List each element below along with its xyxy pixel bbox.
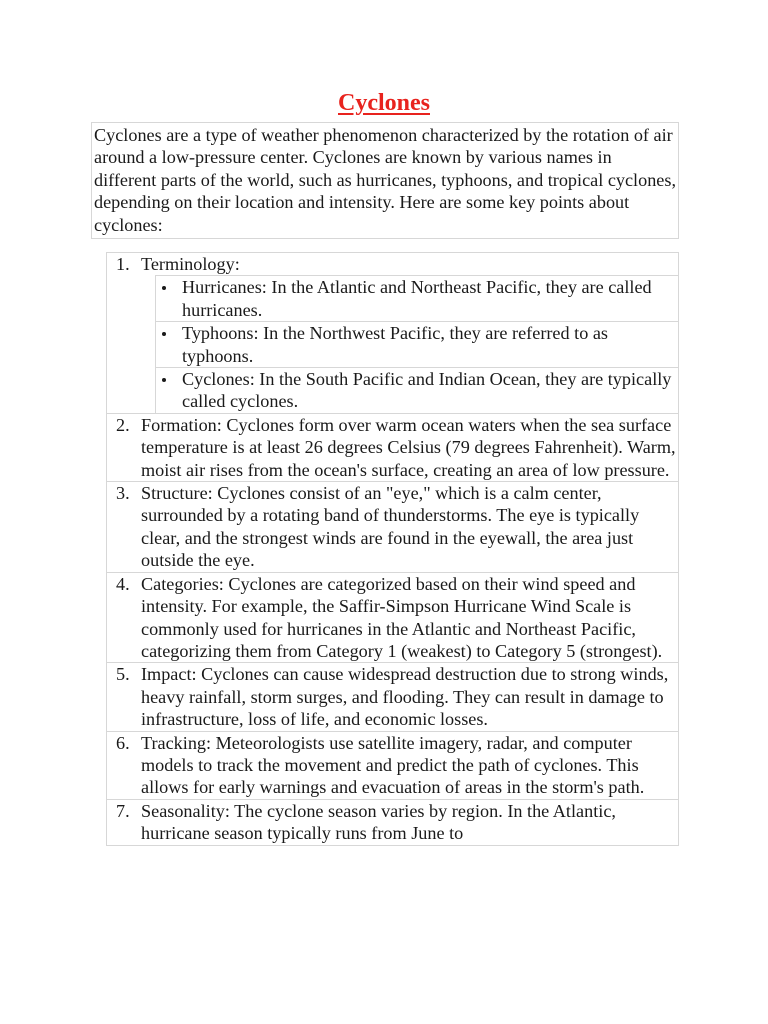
bullet-icon xyxy=(162,332,166,336)
list-item-number: 7. xyxy=(116,800,130,821)
page-bottom-margin xyxy=(0,926,768,1024)
list-item xyxy=(106,252,679,414)
list-item xyxy=(106,573,679,664)
list-item-number: 4. xyxy=(116,573,130,594)
bullet-item xyxy=(155,275,678,321)
key-points-list xyxy=(106,252,679,846)
bullet-list xyxy=(141,275,678,412)
list-item xyxy=(106,663,679,731)
list-item-text: Terminology: xyxy=(141,254,240,274)
bullet-item-text: Cyclones: In the South Pacific and Indian Ocean, they are typically called cyclones. xyxy=(182,369,672,412)
list-item-number: 1. xyxy=(116,254,130,274)
list-item-text: Categories: Cyclones are categorized based on their wind speed and intensity. For example, the Saffir-Simpson Hurricane Wind Scale is commonly used for hurricanes in the Atlantic and Northeast Pacific, categorizing them from Category 1 (weakest) to Category 5 (strongest). xyxy=(141,573,663,661)
bullet-item xyxy=(155,321,678,367)
list-item-number: 3. xyxy=(116,483,130,504)
intro-paragraph: Cyclones are a type of weather phenomenon characterized by the rotation of air around a low-pressure center. Cyclones are known by various names in different parts of the world, such as hurricanes, typhoons, and tropical cyclones, depending on their location and intensity. Here are some key points about cyclones: xyxy=(91,122,679,239)
bullet-item xyxy=(155,367,678,413)
list-item-text: Formation: Cyclones form over warm ocean waters when the sea surface temperature is at least 26 degrees Celsius (79 degrees Fahrenheit). Warm, moist air rises from the ocean's surface, creating an area of low pressure. xyxy=(141,414,676,480)
list-item-text: Impact: Cyclones can cause widespread destruction due to strong winds, heavy rainfall, storm surges, and flooding. They can result in damage to infrastructure, loss of life, and economic losses. xyxy=(141,664,669,730)
bullet-icon xyxy=(162,286,166,290)
bullet-item-text: Hurricanes: In the Atlantic and Northeast Pacific, they are called hurricanes. xyxy=(182,277,652,320)
numbered-list xyxy=(106,252,679,846)
list-item-number: 6. xyxy=(116,732,130,753)
bullet-icon xyxy=(162,378,166,382)
list-item xyxy=(106,800,679,846)
list-item xyxy=(106,414,679,482)
list-item xyxy=(106,482,679,573)
list-item xyxy=(106,732,679,800)
list-item-text: Seasonality: The cyclone season varies by region. In the Atlantic, hurricane season typically runs from June to xyxy=(141,800,616,844)
list-item-text: Tracking: Meteorologists use satellite imagery, radar, and computer models to track the movement and predict the path of cyclones. This allows for early warnings and evacuation of areas in the storm's path. xyxy=(141,732,645,798)
page-title: Cyclones xyxy=(338,90,430,116)
list-item-text: Structure: Cyclones consist of an "eye," which is a calm center, surrounded by a rotating band of thunderstorms. The eye is typically clear, and the strongest winds are found in the eyewall, the area just outside the eye. xyxy=(141,483,640,571)
list-item-number: 2. xyxy=(116,414,130,435)
bullet-item-text: Typhoons: In the Northwest Pacific, they are referred to as typhoons. xyxy=(182,323,608,366)
list-item-number: 5. xyxy=(116,664,130,685)
